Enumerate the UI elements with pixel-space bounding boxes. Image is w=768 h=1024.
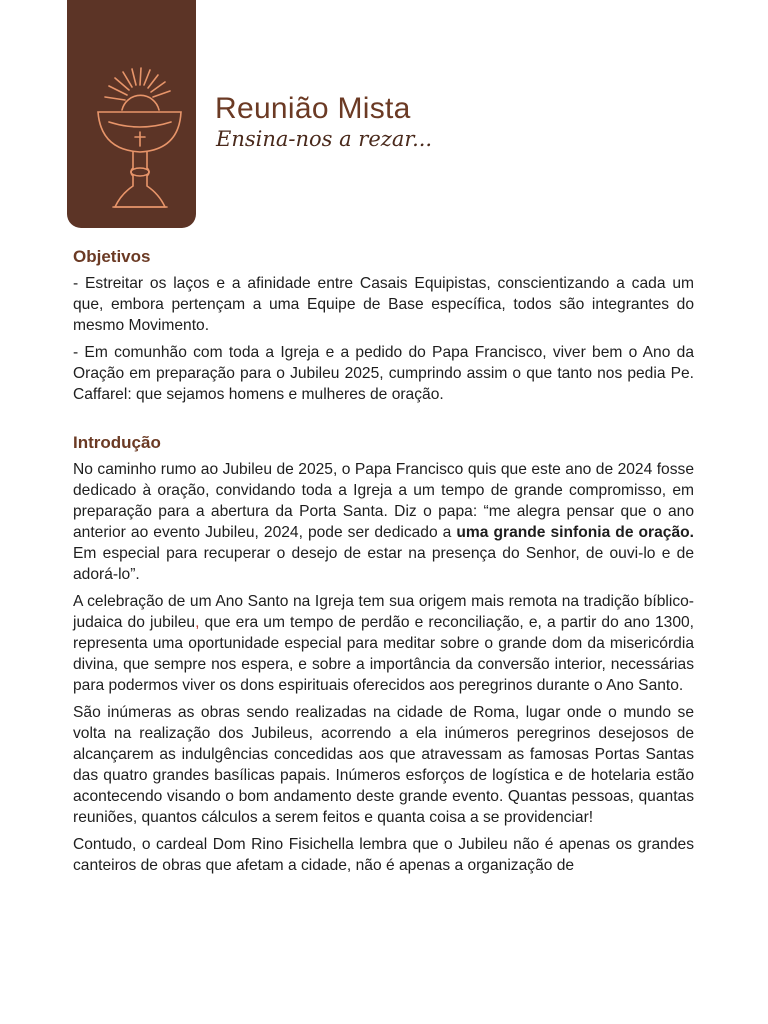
section-heading: Introdução [73, 433, 161, 452]
section-heading: Objetivos [73, 247, 151, 266]
text-run: No caminho rumo ao Jubileu de 2025, o Papa Francisco quis que este ano de 2024 fosse dedicado à oração, convidando toda a Igreja a um tempo de grande compromisso, em preparação para a abertura da Porta Santa. Diz o papa: “me alegra pensar que o ano anterior ao evento Jubileu, 2024, pode ser dedicado a [73, 461, 694, 541]
page-subtitle: Ensina-nos a rezar... [216, 127, 433, 151]
page-title: Reunião Mista [215, 92, 411, 125]
highlighted-comma: , [195, 614, 200, 631]
chalice-sun-icon [67, 0, 196, 228]
paragraph: - Em comunhão com toda a Igreja e a pedido do Papa Francisco, viver bem o Ano da Oração em preparação para o Jubileu 2025, cumprindo assim o que tanto nos pedia Pe. Caffarel: que sejamos homens e mulheres de oração. [73, 344, 694, 403]
paragraph: São inúmeras as obras sendo realizadas na cidade de Roma, lugar onde o mundo se volta na realização dos Jubileus, acorrendo a ela inúmeros peregrinos desejosos de alcançarem as indulgências concedidas aos que atravessam as famosas Portas Santas das quatro grandes basílicas papais. Inúmeros esforços de logística e de hotelaria estão acontecendo visando o bom andamento deste grande evento. Quantas pessoas, quantas reuniões, quantos cálculos a serem feitos e quanta coisa a se providenciar! [73, 704, 694, 826]
paragraph [73, 591, 694, 696]
paragraph: Contudo, o cardeal Dom Rino Fisichella lembra que o Jubileu não é apenas os grandes canteiros de obras que afetam a cidade, não é apenas a organização de [73, 836, 694, 874]
introducao-section [73, 432, 694, 876]
bold-text: uma grande sinfonia de oração. [456, 524, 695, 541]
text-run: A celebração de um Ano Santo na Igreja tem sua origem mais remota na tradição bíblico-judaica do jubileu [73, 593, 694, 631]
text-run: Em especial para recuperar o desejo de estar na presença do Senhor, de ouvi-lo e de adorá-lo”. [73, 545, 694, 583]
paragraph: - Estreitar os laços e a afinidade entre Casais Equipistas, conscientizando a cada um que, embora pertençam a uma Equipe de Base específica, todos são integrantes do mesmo Movimento. [73, 275, 694, 334]
document-body [73, 246, 694, 882]
paragraph [73, 459, 694, 585]
objetivos-section [73, 246, 694, 405]
text-run: que era um tempo de perdão e reconciliação, e, a partir do ano 1300, representa uma oportunidade especial para meditar sobre o grande dom da misericórdia divina, que sempre nos espera, e sobre a importância da conversão interior, necessárias para podermos viver os dons espirituais oferecidos aos peregrinos durante o Ano Santo. [73, 614, 694, 694]
header-banner [67, 0, 196, 228]
